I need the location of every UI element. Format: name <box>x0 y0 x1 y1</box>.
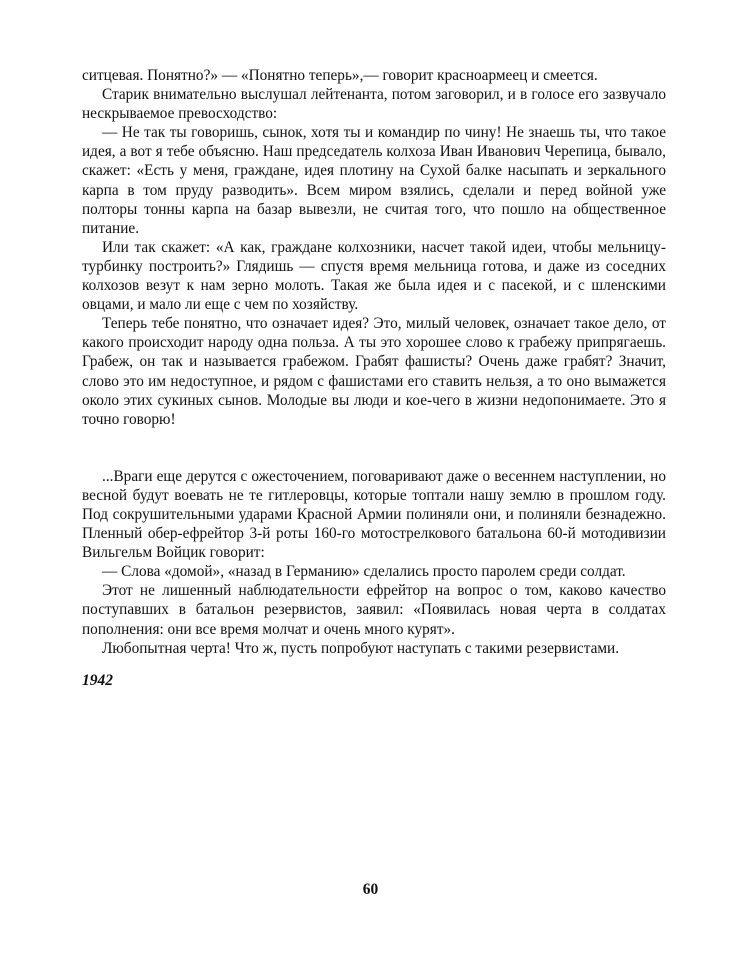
year-date: 1942 <box>82 671 113 689</box>
page-number: 60 <box>362 881 379 898</box>
section-dialogue <box>82 66 666 429</box>
paragraph-8: Этот не лишенный наблюдательности ефрейтор на вопрос о том, каково качество поступавших в батальон резервистов, заявил: «Появилась новая черта в солдатах пополнения: они все время молчат и очень много курят». <box>82 582 666 638</box>
page-body <box>82 66 666 690</box>
paragraph-3: — Не так ты говоришь, сынок, хотя ты и командир по чину! Не знаешь ты, что такое идея, а вот я тебе объясню. Наш председатель колхоза Иван Иванович Черепица, бывало, скажет: «Есть у меня, граждане, идея плотину на Сухой балке насыпать и зеркального карпа в том пруду разводить». Всем миром взялись, сделали и перед войной уже полторы тонны карпа на базар вывезли, не считая того, что пошло на общественное питание. <box>82 124 666 237</box>
paragraph-9: Любопытная черта! Что ж, пусть попробуют наступать с такими резервистами. <box>102 639 620 657</box>
section-report <box>82 467 666 658</box>
paragraph-7: — Слова «домой», «назад в Германию» сделались просто паролем среди солдат. <box>102 563 626 581</box>
paragraph-4: Или так скажет: «А как, граждане колхозники, насчет такой идеи, чтобы мельницу-турбинку построить?» Глядишь — спустя время мельница готова, и даже из соседних колхозов везут к нам зерно молоть. Такая же была идея и с пасекой, и с шленскими овцами, и мало ли еще с чем по хозяйству. <box>82 238 666 314</box>
paragraph-6: ...Враги еще дерутся с ожесточением, поговаривают даже о весеннем наступлении, но весной будут воевать не те гитлеровцы, которые топтали нашу землю в прошлом году. Под сокрушительными ударами Красной Армии полиняли они, и полиняли безнадежно. Пленный обер-ефрейтор 3-й роты 160-го мотострелкового батальона 60-й мотодивизии Вильгельм Войцик говорит: <box>82 467 666 562</box>
section-separator <box>82 429 666 467</box>
paragraph-1: ситцевая. Понятно?» — «Понятно теперь»,— говорит красноармеец и смеется. <box>82 67 598 84</box>
paragraph-2: Старик внимательно выслушал лейтенанта, потом заговорил, и в голосе его зазвучало нескрываемое превосходство: <box>82 86 666 123</box>
paragraph-5: Теперь тебе понятно, что означает идея? Это, милый человек, означает такое дело, от какого происходит народу одна польза. А ты это хорошее слово к грабежу припрягаешь. Грабеж, он так и называется грабежом. Грабят фашисты? Очень даже грабят? Значит, слово это им недоступное, и рядом с фашистами его ставить нельзя, а то оно вымажется около этих сукиных сынов. Молодые вы люди и кое-чего в жизни недопонимаете. Это я точно говорю! <box>82 315 666 428</box>
